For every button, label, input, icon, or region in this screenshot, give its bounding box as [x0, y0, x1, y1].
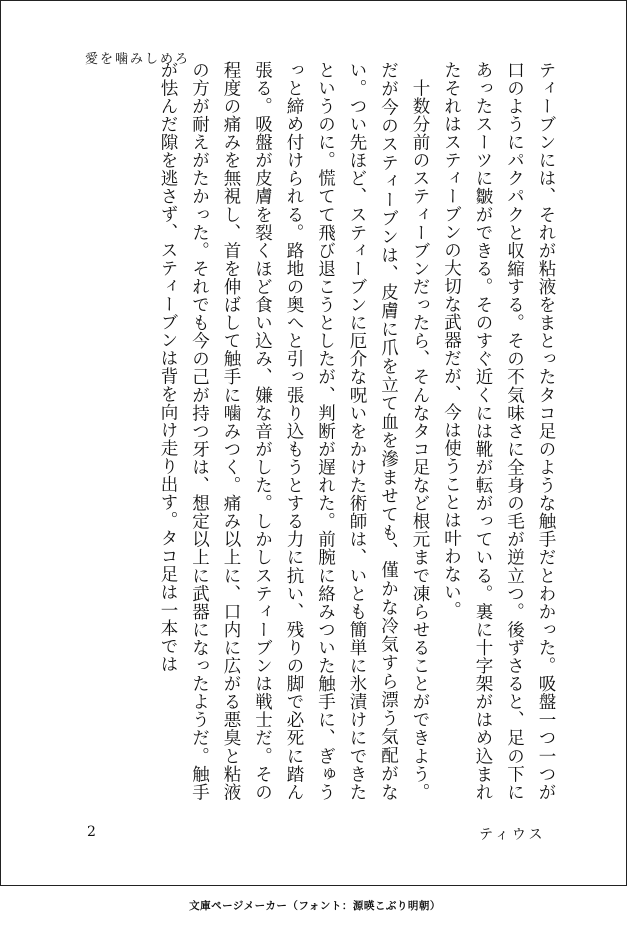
vertical-body-text	[81, 61, 561, 801]
running-title: 愛を噛みしめろ	[85, 52, 191, 67]
page-number: 2	[87, 824, 96, 840]
generator-credit: 文庫ページメーカー（フォント：源暎こぶり明朝）	[189, 900, 441, 912]
paragraph: 十数分前のスティーブンだったら、そんなタコ足など根元まで凍らせることができよう。だが今のスティーブンは、皮膚に爪を立て血を滲ませても、僅かな冷気すら漂う気配がない。つい先ほど、スティーブンに厄介な呪いをかけた術師は、いとも簡単に氷漬けにできたというのに。慌てて飛び退こうとしたが、判断が遅れた。前腕に絡みついた触手に、ぎゅうっと締め付けられる。路地の奥へと引っ張り込もうとする力に抗い、残りの脚で必死に踏ん張る。吸盤が皮膚を裂くほど食い込み、嫌な音がした。しかしスティーブンは戦士だ。その程度の痛みを無視し、首を伸ばして触手に噛みつく。痛み以上に、口内に広がる悪臭と粘液の方が耐えがたかった。それでも今の己が持つ牙は、想定以上に武器になったようだ。触手が怯んだ隙を逃さず、スティーブンは背を向け走り出す。タコ足は一本では	[158, 61, 430, 801]
paragraph: ティーブンには、それが粘液をまとったタコ足のような触手だとわかった。吸盤一つ一つが口のようにパクパクと収縮する。その不気味さに全身の毛が逆立つ。後ずさると、足の下にあったスーツに皺ができる。そのすぐ近くには靴が転がっている。裏に十字架がはめ込まれたそれはスティーブンの大切な武器だが、今は使うことは叶わない。	[441, 61, 556, 801]
author-name: ティウス	[479, 827, 546, 843]
